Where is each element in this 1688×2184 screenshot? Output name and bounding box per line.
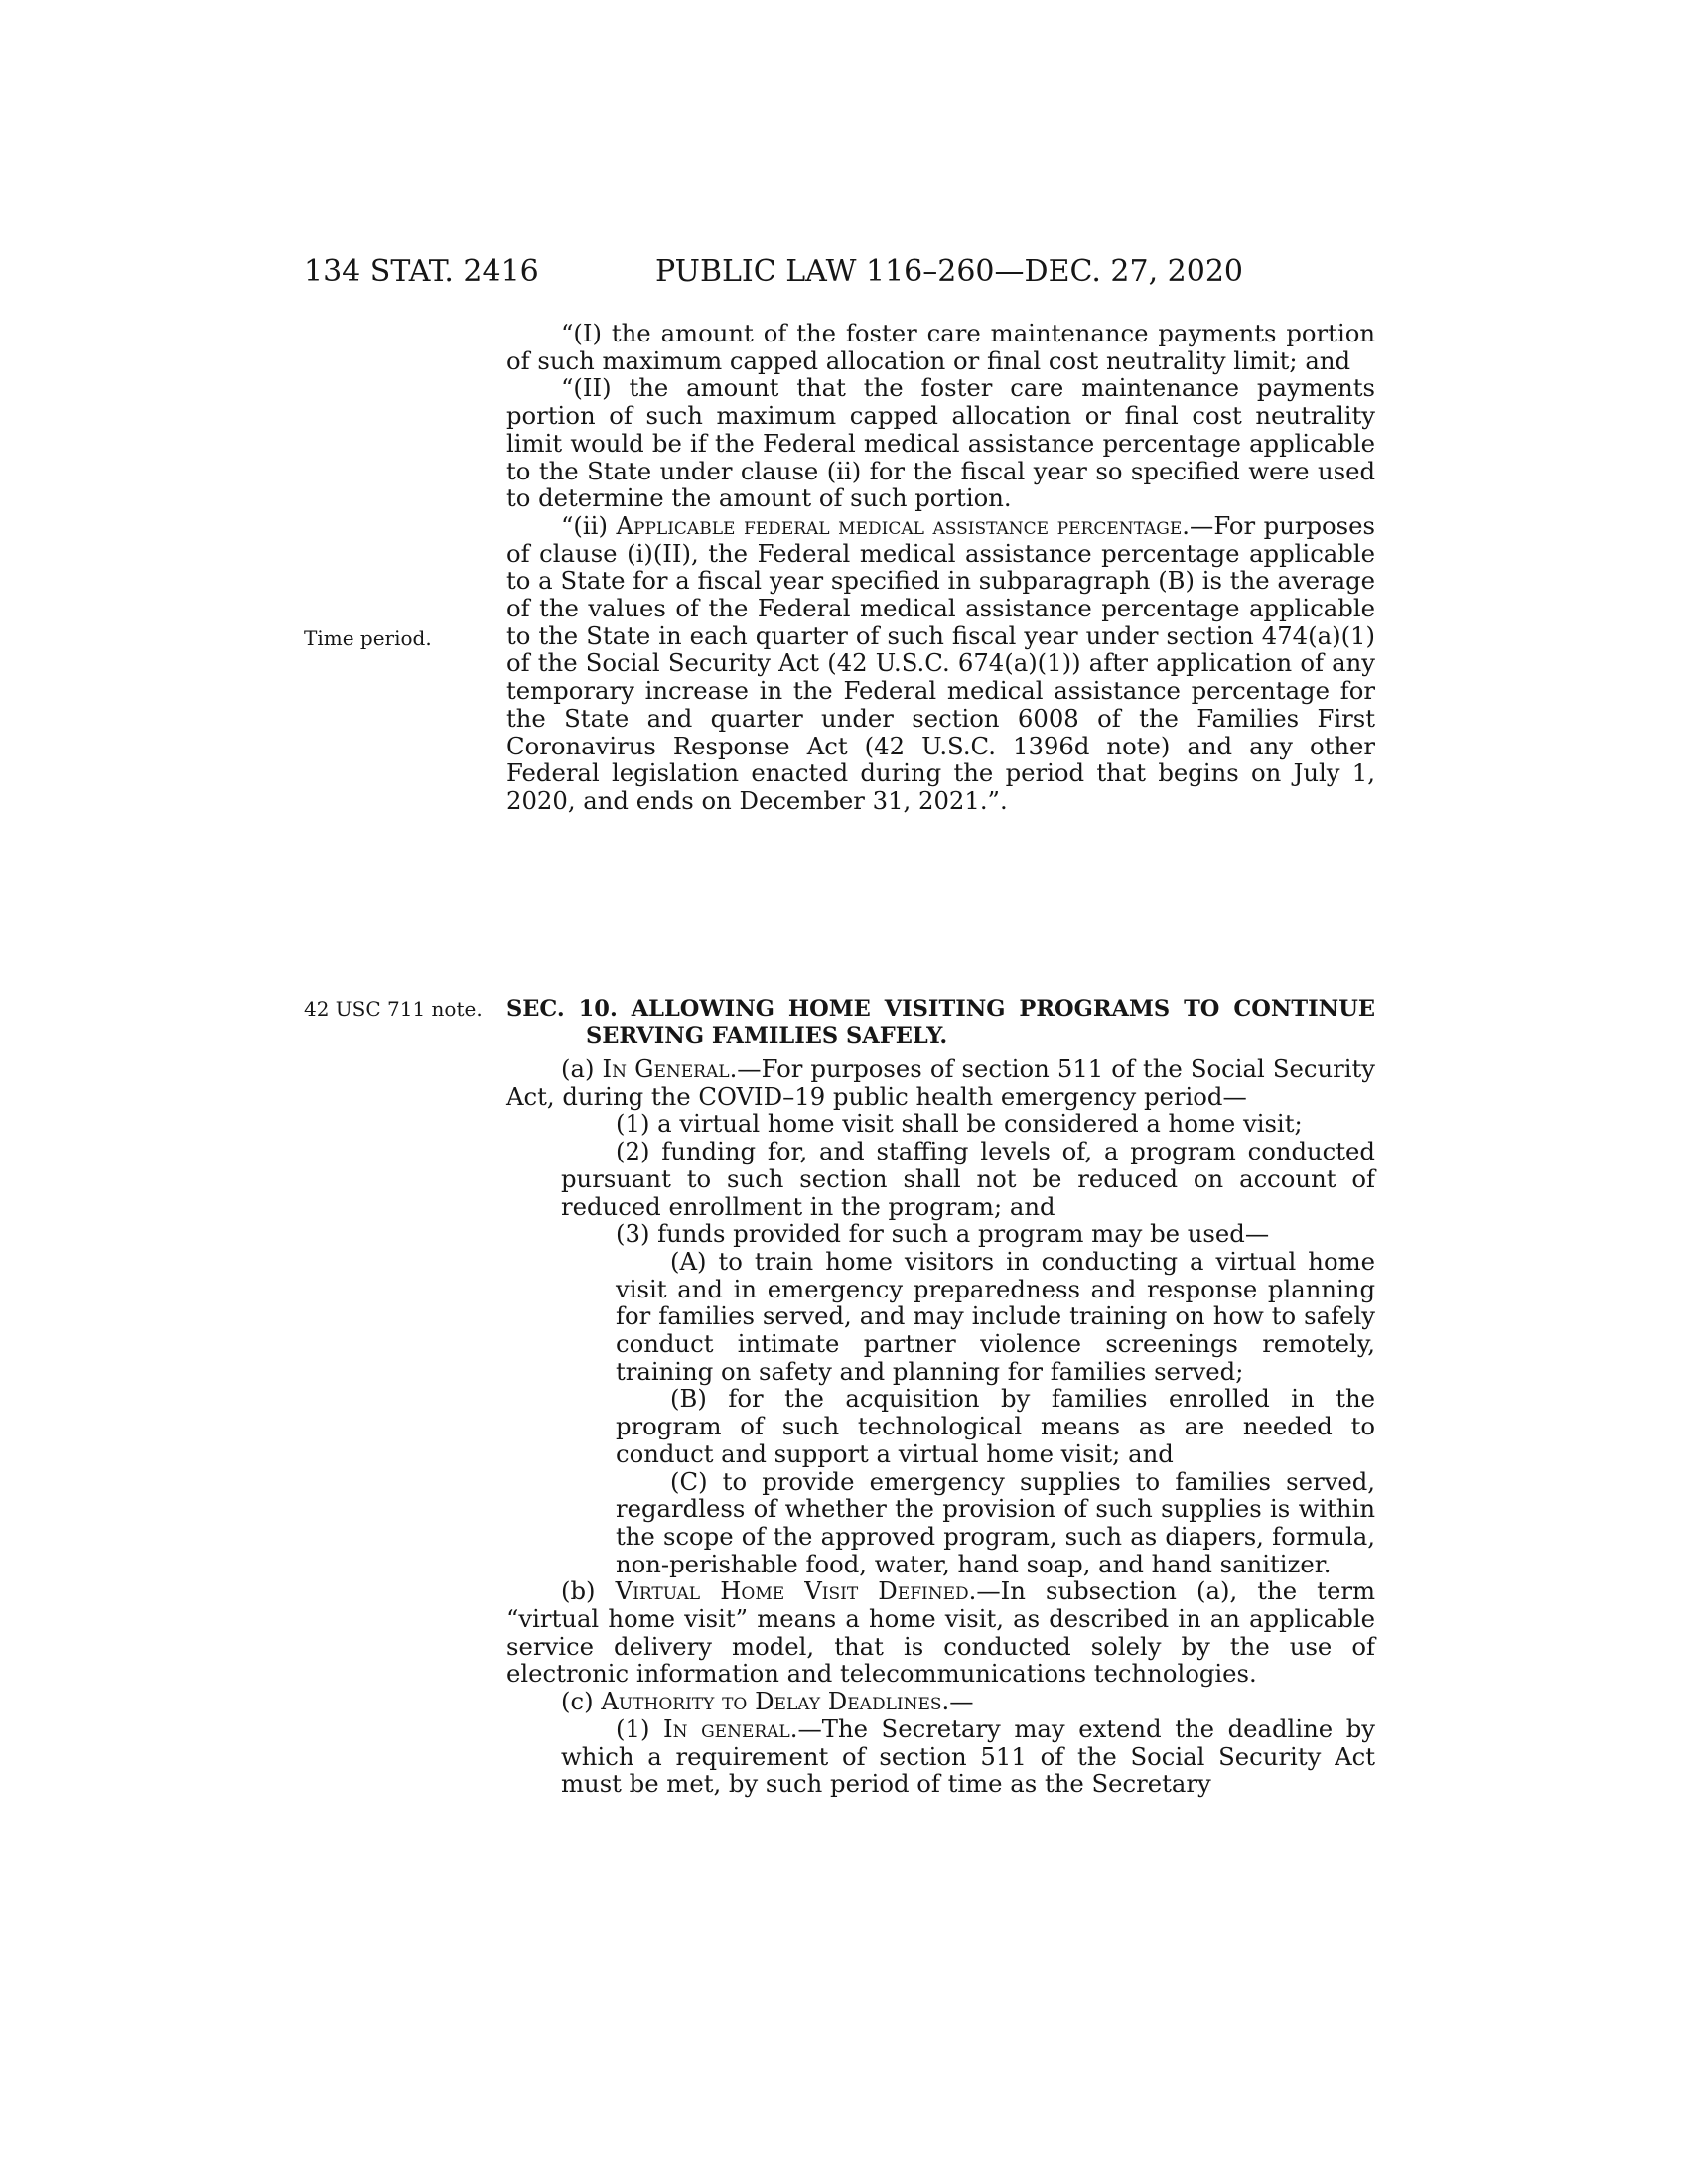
paragraph-c1: [506, 1715, 1375, 1798]
paragraph-c1-prefix: (1): [616, 1713, 664, 1743]
clause-ii-text: .—For purposes of clause (i)(II), the Federal medical assistance percentage applicable to a State for a fiscal year specified in subparagraph (B) is the average of the values of the Federal medical assistance percentage applicable to the State in each quarter of such fiscal year under section 474(a)(1) of the Social Security Act (42 U.S.C. 674(a)(1)) after application of any temporary increase in the Federal medical assistance percentage for the State and quarter under section 6008 of the Families First Coronavirus Response Act (42 U.S.C. 1396d note) and any other Federal legislation enacted during the period that begins on July 1, 2020, and ends on December 31, 2021.”.: [506, 510, 1375, 815]
subsection-b-prefix: (b): [561, 1576, 616, 1606]
clause-ii-prefix: “(ii): [561, 510, 617, 540]
paragraph-2: (2) funding for, and staffing levels of, a program conducted pursuant to such section shall not be reduced on account of reduced enrollment in the program; and: [561, 1137, 1375, 1221]
subparagraph-C: (C) to provide emergency supplies to families served, regardless of whether the provision of such supplies is within the scope of the approved program, such as diapers, formula, non-perishable food, water, hand soap, and hand sanitizer.: [616, 1466, 1375, 1578]
subparagraph-A: (A) to train home visitors in conducting a virtual home visit and in emergency preparedness and response planning for families served, and may include training on how to safely conduct intimate partner violence screenings remotely, training on safety and planning for families served;: [616, 1246, 1375, 1386]
section-heading: SEC. 10. ALLOWING HOME VISITING PROGRAMS TO CONTINUE SERVING FAMILIES SAFELY.: [506, 996, 1375, 1049]
body-text: [506, 320, 1375, 815]
section-10: [506, 996, 1375, 1050]
subsection-c: [506, 1688, 1375, 1715]
subsection-b-heading: Virtual Home Visit Defined: [615, 1576, 969, 1606]
subsection-a-prefix: (a): [561, 1054, 603, 1083]
subsection-c-heading: Authority to Delay Deadlines: [601, 1687, 942, 1716]
subsection-c-prefix: (c): [561, 1687, 602, 1716]
page-header: [0, 252, 1688, 292]
stat-reference: 134 STAT. 2416: [304, 254, 539, 289]
margin-note-time-period: Time period.: [304, 626, 432, 650]
running-head: PUBLIC LAW 116–260—DEC. 27, 2020: [655, 254, 1244, 289]
subsection-b-text: .—In subsection (a), the term “virtual home visit” means a home visit, as described in an applicable service delivery model, that is conducted solely by the use of electronic information and telecommunications technologies.: [506, 1576, 1375, 1689]
clause-ii-heading: Applicable federal medical assistance percentage: [616, 510, 1183, 540]
subsection-a: [506, 1055, 1375, 1110]
subclause-I: “(I) the amount of the foster care maintenance payments portion of such maximum capped allocation or final cost neutrality limit; and: [506, 319, 1375, 375]
subsection-b: [506, 1577, 1375, 1688]
paragraph-3: (3) funds provided for such a program may be used—: [616, 1219, 1270, 1249]
section-10-body: [506, 1055, 1375, 1798]
subparagraph-B: (B) for the acquisition by families enrolled in the program of such technological means as are needed to conduct and support a virtual home visit; and: [616, 1384, 1375, 1468]
subsection-c-text: .—: [941, 1687, 974, 1716]
subsection-a-heading: In General: [602, 1054, 730, 1083]
paragraph-c1-heading: In general: [663, 1713, 790, 1743]
subsection-a-text: .—For purposes of section 511 of the Social Security Act, during the COVID–19 public health emergency period—: [506, 1054, 1376, 1111]
subclause-II: “(II) the amount that the foster care maintenance payments portion of such maximum capped allocation or final cost neutrality limit would be if the Federal medical assistance percentage applicable to the State under clause (ii) for the fiscal year so specified were used to determine the amount of such portion.: [506, 373, 1375, 513]
paragraph-c1-text: .—The Secretary may extend the deadline by which a requirement of section 511 of the Social Security Act must be met, by such period of time as the Secretary: [561, 1713, 1375, 1799]
margin-note-usc: 42 USC 711 note.: [304, 997, 483, 1021]
paragraph-1: (1) a virtual home visit shall be considered a home visit;: [616, 1109, 1303, 1139]
clause-ii: [506, 512, 1375, 815]
